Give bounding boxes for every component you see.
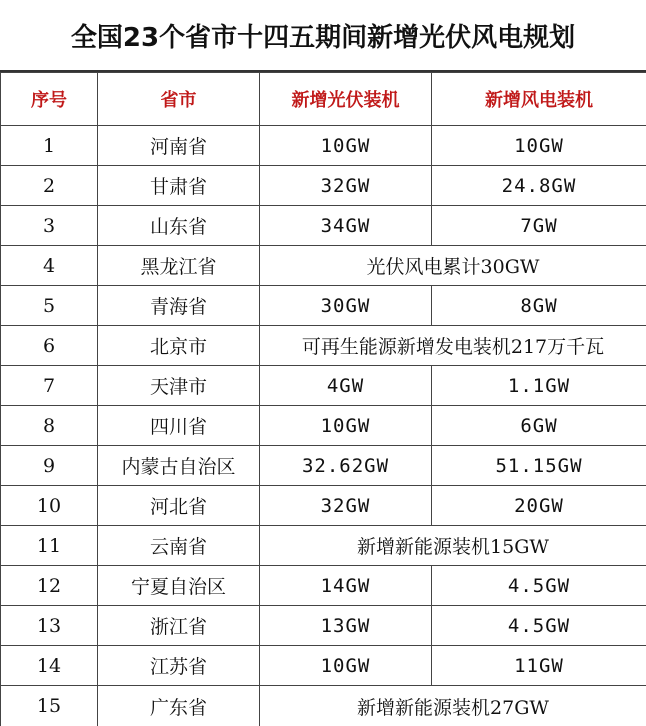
cell-pv-capacity: 10GW	[260, 126, 432, 166]
table-row	[1, 366, 646, 406]
cell-index: 7	[1, 366, 98, 406]
table-row	[1, 406, 646, 446]
header-row	[1, 73, 646, 126]
cell-province: 河南省	[98, 126, 260, 166]
cell-merged-capacity: 新增新能源装机27GW	[260, 686, 646, 726]
cell-pv-capacity: 30GW	[260, 286, 432, 326]
cell-province: 河北省	[98, 486, 260, 526]
table-row	[1, 686, 646, 726]
cell-index: 2	[1, 166, 98, 206]
cell-province: 云南省	[98, 526, 260, 566]
cell-province: 天津市	[98, 366, 260, 406]
table-row	[1, 166, 646, 206]
cell-wind-capacity: 24.8GW	[432, 166, 646, 206]
header-index: 序号	[1, 73, 98, 126]
cell-merged-capacity: 光伏风电累计30GW	[260, 246, 646, 286]
cell-pv-capacity: 13GW	[260, 606, 432, 646]
table-row	[1, 126, 646, 166]
cell-index: 11	[1, 526, 98, 566]
cell-wind-capacity: 1.1GW	[432, 366, 646, 406]
cell-wind-capacity: 11GW	[432, 646, 646, 686]
header-wind: 新增风电装机	[432, 73, 646, 126]
cell-index: 5	[1, 286, 98, 326]
cell-index: 9	[1, 446, 98, 486]
cell-pv-capacity: 10GW	[260, 646, 432, 686]
cell-province: 宁夏自治区	[98, 566, 260, 606]
cell-index: 3	[1, 206, 98, 246]
table-row	[1, 286, 646, 326]
table-row	[1, 526, 646, 566]
cell-wind-capacity: 6GW	[432, 406, 646, 446]
table-row	[1, 646, 646, 686]
cell-merged-capacity: 新增新能源装机15GW	[260, 526, 646, 566]
cell-pv-capacity: 4GW	[260, 366, 432, 406]
planning-table	[0, 72, 646, 726]
cell-pv-capacity: 32GW	[260, 486, 432, 526]
header-pv: 新增光伏装机	[260, 73, 432, 126]
cell-index: 13	[1, 606, 98, 646]
table-row	[1, 446, 646, 486]
cell-index: 4	[1, 246, 98, 286]
table-row	[1, 246, 646, 286]
cell-wind-capacity: 20GW	[432, 486, 646, 526]
cell-province: 浙江省	[98, 606, 260, 646]
table-row	[1, 606, 646, 646]
table-row	[1, 566, 646, 606]
cell-province: 北京市	[98, 326, 260, 366]
cell-index: 15	[1, 686, 98, 726]
cell-province: 四川省	[98, 406, 260, 446]
cell-wind-capacity: 4.5GW	[432, 606, 646, 646]
cell-province: 广东省	[98, 686, 260, 726]
cell-wind-capacity: 4.5GW	[432, 566, 646, 606]
cell-pv-capacity: 32.62GW	[260, 446, 432, 486]
cell-index: 6	[1, 326, 98, 366]
cell-pv-capacity: 10GW	[260, 406, 432, 446]
cell-index: 12	[1, 566, 98, 606]
cell-province: 山东省	[98, 206, 260, 246]
cell-pv-capacity: 34GW	[260, 206, 432, 246]
cell-province: 黑龙江省	[98, 246, 260, 286]
cell-wind-capacity: 10GW	[432, 126, 646, 166]
cell-index: 1	[1, 126, 98, 166]
cell-pv-capacity: 14GW	[260, 566, 432, 606]
table-row	[1, 486, 646, 526]
cell-index: 14	[1, 646, 98, 686]
table-body	[1, 126, 646, 726]
header-province: 省市	[98, 73, 260, 126]
table-row	[1, 326, 646, 366]
cell-index: 8	[1, 406, 98, 446]
cell-index: 10	[1, 486, 98, 526]
cell-province: 青海省	[98, 286, 260, 326]
cell-wind-capacity: 8GW	[432, 286, 646, 326]
cell-pv-capacity: 32GW	[260, 166, 432, 206]
table-row	[1, 206, 646, 246]
cell-wind-capacity: 51.15GW	[432, 446, 646, 486]
cell-wind-capacity: 7GW	[432, 206, 646, 246]
document-title: 全国23个省市十四五期间新增光伏风电规划	[0, 0, 646, 72]
cell-province: 甘肃省	[98, 166, 260, 206]
cell-province: 内蒙古自治区	[98, 446, 260, 486]
cell-merged-capacity: 可再生能源新增发电装机217万千瓦	[260, 326, 646, 366]
cell-province: 江苏省	[98, 646, 260, 686]
